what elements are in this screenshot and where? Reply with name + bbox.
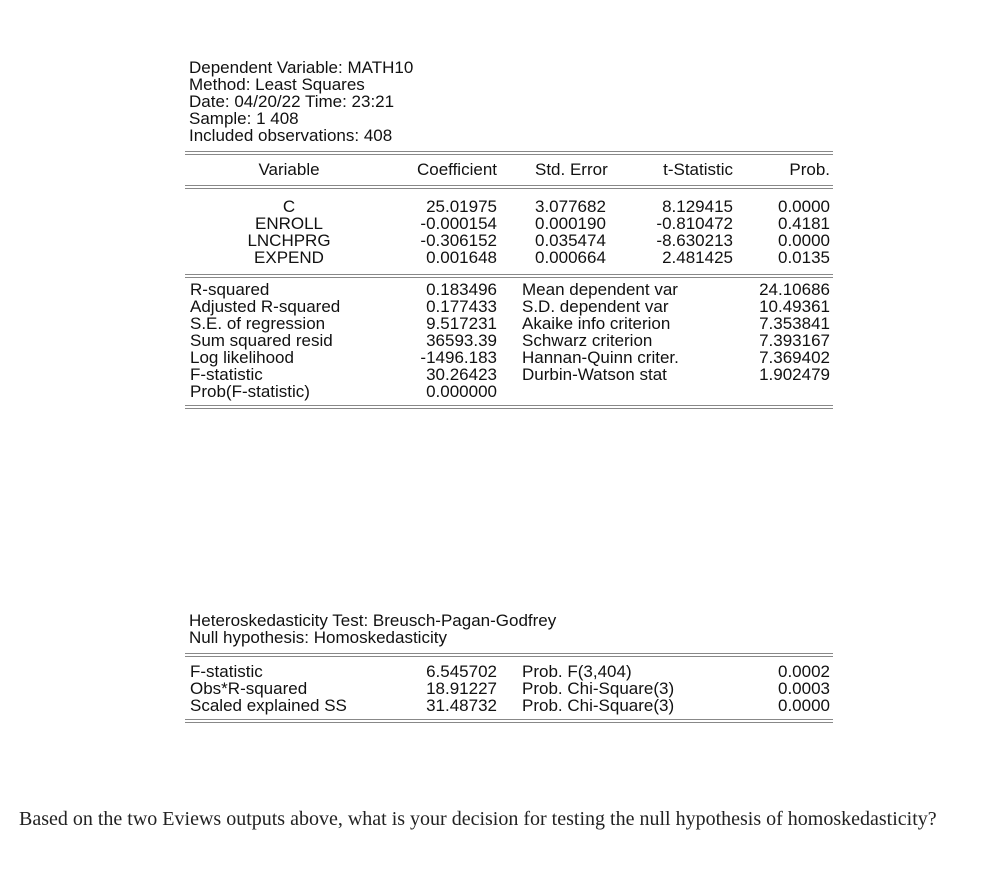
regression-output bbox=[185, 59, 833, 409]
t-statistic-value: -0.810472 bbox=[656, 214, 733, 233]
stat-value: 7.369402 bbox=[759, 348, 830, 367]
stat-value: 0.177433 bbox=[426, 297, 497, 316]
stats-row bbox=[185, 332, 833, 349]
table-row bbox=[185, 697, 833, 714]
stats-row bbox=[185, 281, 833, 298]
het-test-header bbox=[185, 612, 833, 646]
prob-value: 0.0000 bbox=[778, 197, 830, 216]
std-error-value: 0.035474 bbox=[535, 231, 606, 250]
test-label: F-statistic bbox=[190, 662, 263, 681]
question-text: Based on the two Eviews outputs above, what is your decision for testing the null hypothesis of homoskedasticity? bbox=[19, 808, 937, 830]
divider bbox=[185, 719, 833, 723]
test-prob: 0.0003 bbox=[778, 679, 830, 698]
summary-stats bbox=[185, 281, 833, 400]
heteroskedasticity-test-output bbox=[185, 612, 833, 723]
table-row bbox=[185, 198, 833, 215]
column-header-prob: Prob. bbox=[789, 160, 830, 179]
column-header-variable: Variable bbox=[258, 160, 320, 179]
prob-value: 0.0135 bbox=[778, 248, 830, 267]
stat-value: 0.000000 bbox=[426, 382, 497, 401]
test-label: Prob. Chi-Square(3) bbox=[522, 696, 675, 715]
stat-value: 9.517231 bbox=[426, 314, 497, 333]
table-row bbox=[185, 215, 833, 232]
header-line: Heteroskedasticity Test: Breusch-Pagan-Godfrey bbox=[189, 611, 557, 630]
stat-label: F-statistic bbox=[190, 365, 263, 384]
coefficient-table bbox=[185, 198, 833, 266]
header-line: Included observations: 408 bbox=[189, 126, 393, 145]
header-line: Date: 04/20/22 Time: 23:21 bbox=[189, 92, 395, 111]
t-statistic-value: -8.630213 bbox=[656, 231, 733, 250]
stat-label: Prob(F-statistic) bbox=[190, 382, 310, 401]
column-header-row bbox=[185, 155, 833, 185]
stat-label: R-squared bbox=[190, 280, 270, 299]
header-line: Method: Least Squares bbox=[189, 75, 365, 94]
stat-value: 24.10686 bbox=[759, 280, 830, 299]
table-row bbox=[185, 232, 833, 249]
std-error-value: 3.077682 bbox=[535, 197, 606, 216]
stat-label: S.D. dependent var bbox=[522, 297, 669, 316]
stats-row bbox=[185, 315, 833, 332]
variable-name: C bbox=[282, 197, 296, 216]
divider bbox=[185, 653, 833, 657]
coefficient-value: 0.001648 bbox=[426, 248, 497, 267]
test-value: 6.545702 bbox=[426, 662, 497, 681]
stats-row bbox=[185, 298, 833, 315]
test-label: Obs*R-squared bbox=[190, 679, 308, 698]
column-header-t-statistic: t-Statistic bbox=[663, 160, 733, 179]
table-row bbox=[185, 663, 833, 680]
divider bbox=[185, 274, 833, 278]
regression-header bbox=[185, 59, 833, 144]
divider bbox=[185, 405, 833, 409]
std-error-value: 0.000664 bbox=[535, 248, 606, 267]
stat-value: 7.353841 bbox=[759, 314, 830, 333]
coefficient-value: 25.01975 bbox=[426, 197, 497, 216]
test-label: Prob. Chi-Square(3) bbox=[522, 679, 675, 698]
stat-value: -1496.183 bbox=[420, 348, 497, 367]
column-header-std-error: Std. Error bbox=[535, 160, 608, 179]
table-row bbox=[185, 249, 833, 266]
variable-name: ENROLL bbox=[254, 214, 324, 233]
test-prob: 0.0000 bbox=[778, 696, 830, 715]
t-statistic-value: 2.481425 bbox=[662, 248, 733, 267]
coefficient-value: -0.000154 bbox=[420, 214, 497, 233]
stat-value: 1.902479 bbox=[759, 365, 830, 384]
stats-row bbox=[185, 383, 833, 400]
header-line: Dependent Variable: MATH10 bbox=[189, 58, 414, 77]
stat-value: 0.183496 bbox=[426, 280, 497, 299]
test-prob: 0.0002 bbox=[778, 662, 830, 681]
stat-label: Mean dependent var bbox=[522, 280, 678, 299]
variable-name: LNCHPRG bbox=[247, 231, 331, 250]
coefficient-value: -0.306152 bbox=[420, 231, 497, 250]
stat-value: 36593.39 bbox=[426, 331, 497, 350]
variable-name: EXPEND bbox=[254, 248, 324, 267]
stat-label: Sum squared resid bbox=[190, 331, 333, 350]
test-value: 31.48732 bbox=[426, 696, 497, 715]
stat-value: 30.26423 bbox=[426, 365, 497, 384]
prob-value: 0.0000 bbox=[778, 231, 830, 250]
t-statistic-value: 8.129415 bbox=[662, 197, 733, 216]
table-row bbox=[185, 680, 833, 697]
stat-value: 10.49361 bbox=[759, 297, 830, 316]
stat-label: Akaike info criterion bbox=[522, 314, 671, 333]
test-label: Prob. F(3,404) bbox=[522, 662, 632, 681]
stat-label: Hannan-Quinn criter. bbox=[522, 348, 679, 367]
test-label: Scaled explained SS bbox=[190, 696, 347, 715]
test-value: 18.91227 bbox=[426, 679, 497, 698]
stat-label: Log likelihood bbox=[190, 348, 294, 367]
stat-label: Adjusted R-squared bbox=[190, 297, 341, 316]
stat-label: S.E. of regression bbox=[190, 314, 326, 333]
divider bbox=[185, 185, 833, 189]
header-line: Sample: 1 408 bbox=[189, 109, 299, 128]
stats-row bbox=[185, 349, 833, 366]
std-error-value: 0.000190 bbox=[535, 214, 606, 233]
prob-value: 0.4181 bbox=[778, 214, 830, 233]
header-line: Null hypothesis: Homoskedasticity bbox=[189, 628, 447, 647]
het-test-table bbox=[185, 663, 833, 714]
stat-label: Durbin-Watson stat bbox=[522, 365, 667, 384]
stat-value: 7.393167 bbox=[759, 331, 830, 350]
stats-row bbox=[185, 366, 833, 383]
stat-label: Schwarz criterion bbox=[522, 331, 653, 350]
column-header-coefficient: Coefficient bbox=[416, 160, 497, 179]
